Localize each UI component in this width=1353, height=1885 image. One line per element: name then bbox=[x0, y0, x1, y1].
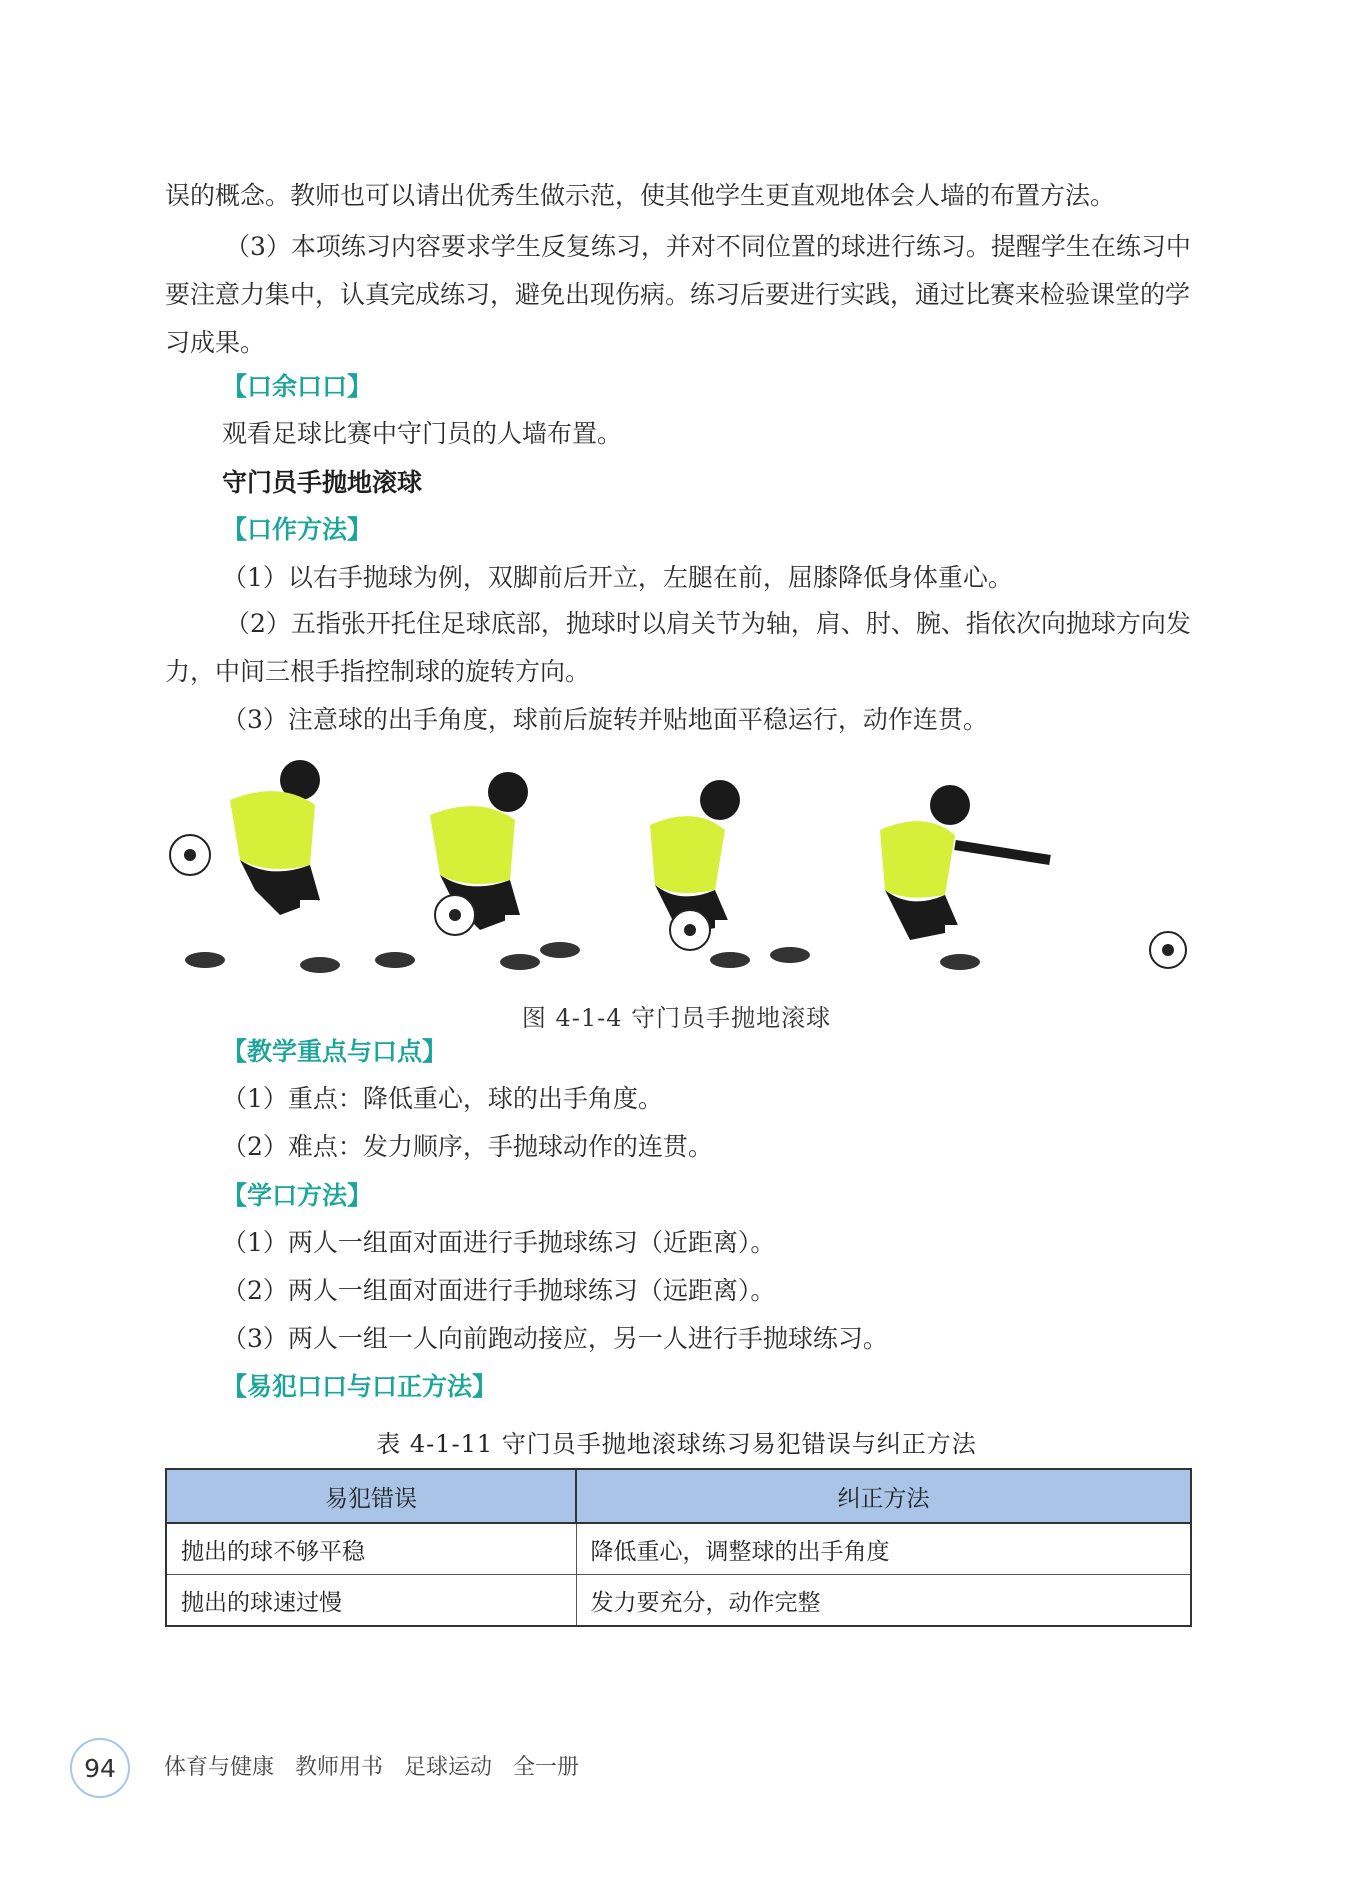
page-number: 94 bbox=[70, 1738, 130, 1798]
section-heading-learn: 【学口方法】 bbox=[222, 1181, 373, 1210]
table-cell: 降低重心，调整球的出手角度 bbox=[576, 1523, 1191, 1575]
footer-book-title: 体育与健康 教师用书 足球运动 全一册 bbox=[164, 1755, 579, 1780]
method-step-2: （2）五指张开托住足球底部，抛球时以肩关节为轴，肩、肘、腕、指依次向抛球方向发力，中间三根手指控制球的旋转方向。 bbox=[165, 609, 1191, 686]
table-cell: 抛出的球不够平稳 bbox=[166, 1523, 576, 1575]
learn-method-1: （1）两人一组面对面进行手抛球练习（近距离）。 bbox=[222, 1228, 776, 1257]
learn-method-2: （2）两人一组面对面进行手抛球练习（远距离）。 bbox=[222, 1276, 776, 1305]
key-point-2: （2）难点：发力顺序，手抛球动作的连贯。 bbox=[222, 1132, 713, 1161]
method-step-3: （3）注意球的出手角度，球前后旋转并贴地面平稳运行，动作连贯。 bbox=[222, 705, 988, 734]
figure-caption: 图 4-1-4 守门员手抛地滚球 bbox=[521, 1004, 832, 1032]
paragraph-practice-3: （3）本项练习内容要求学生反复练习，并对不同位置的球进行练习。提醒学生在练习中要注意力集中，认真完成练习，避免出现伤病。练习后要进行实践，通过比赛来检验课堂的学习成果。 bbox=[165, 232, 1191, 357]
table-caption: 表 4-1-11 守门员手抛地滚球练习易犯错误与纠正方法 bbox=[376, 1430, 977, 1458]
goalkeeper-pose-2 bbox=[375, 772, 540, 970]
section-heading-key: 【教学重点与口点】 bbox=[222, 1037, 448, 1066]
goalkeeper-pose-4 bbox=[770, 785, 1050, 970]
extra-text: 观看足球比赛中守门员的人墙布置。 bbox=[222, 419, 623, 448]
table-cell: 抛出的球速过慢 bbox=[166, 1575, 576, 1627]
rolling-ball bbox=[1150, 932, 1186, 968]
table-cell: 发力要充分，动作完整 bbox=[576, 1575, 1191, 1627]
method-step-1: （1）以右手抛球为例，双脚前后开立，左腿在前，屈膝降低身体重心。 bbox=[222, 563, 1013, 592]
table-header-correction: 纠正方法 bbox=[576, 1469, 1191, 1523]
table-row bbox=[166, 1523, 1191, 1575]
subtitle: 守门员手抛地滚球 bbox=[222, 468, 423, 497]
section-heading-extra: 【口余口口】 bbox=[222, 372, 373, 401]
learn-method-3: （3）两人一组一人向前跑动接应，另一人进行手抛球练习。 bbox=[222, 1324, 888, 1353]
table-header-error: 易犯错误 bbox=[166, 1469, 576, 1523]
paragraph-continued: 误的概念。教师也可以请出优秀生做示范，使其他学生更直观地体会人墙的布置方法。 bbox=[165, 181, 1116, 210]
key-point-1: （1）重点：降低重心，球的出手角度。 bbox=[222, 1084, 663, 1113]
goalkeeper-sequence-figure bbox=[160, 750, 1210, 980]
goalkeeper-pose-3 bbox=[540, 780, 750, 968]
table-header-row bbox=[166, 1469, 1191, 1523]
goalkeeper-pose-1 bbox=[170, 760, 340, 973]
errors-table bbox=[165, 1468, 1192, 1627]
table-row bbox=[166, 1575, 1191, 1627]
section-heading-method: 【口作方法】 bbox=[222, 515, 373, 544]
section-heading-errors: 【易犯口口与口正方法】 bbox=[222, 1372, 498, 1401]
